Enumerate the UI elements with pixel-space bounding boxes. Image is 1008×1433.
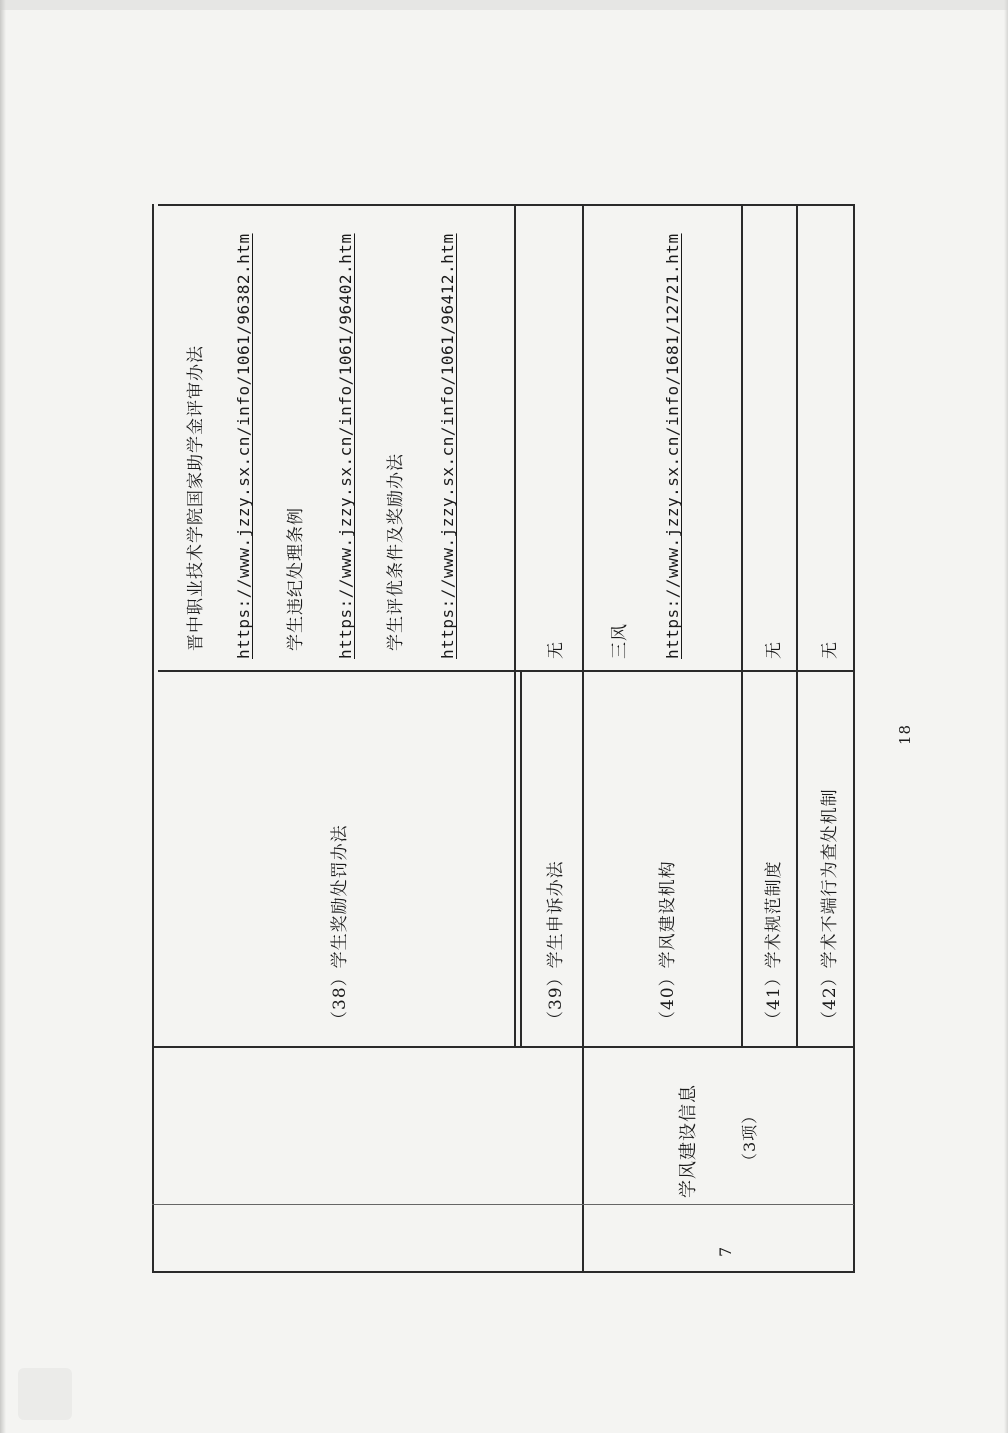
table-border-right xyxy=(158,204,854,206)
row-divider-38-39 xyxy=(514,206,516,1048)
row-42-item: （42）学术不端行为查处机制 xyxy=(820,788,840,1028)
row-40-item: （40）学风建设机构 xyxy=(658,860,678,1028)
row-divider-41-42 xyxy=(796,206,798,1048)
row-39-value: 无 xyxy=(546,641,566,659)
table-border-top xyxy=(152,204,154,1273)
row-38-link-1[interactable]: https://www.jzzy.sx.cn/info/1061/96382.htm xyxy=(234,233,253,659)
table-border-bottom xyxy=(853,204,855,1273)
row-41-value: 无 xyxy=(764,641,784,659)
row-38-line-2: 学生违纪处理条例 xyxy=(286,507,306,651)
row-40-line-1: 三风 xyxy=(610,623,630,659)
row-38-item: （38）学生奖励处罚办法 xyxy=(330,824,350,1028)
section-column-divider xyxy=(152,1046,854,1048)
row-38-line-1: 晋中职业技术学院国家助学金评审办法 xyxy=(186,345,206,651)
row-41-item: （41）学术规范制度 xyxy=(764,860,784,1028)
row-39-item: （39）学生申诉办法 xyxy=(546,860,566,1028)
index-column-divider xyxy=(152,1204,854,1205)
row-divider-39-40 xyxy=(582,206,584,1273)
item-column-divider xyxy=(520,672,522,1048)
row-42-value: 无 xyxy=(820,641,840,659)
row-divider-40-41 xyxy=(741,206,743,1048)
section-title: 学风建设信息 xyxy=(678,1084,699,1198)
row-38-link-2[interactable]: https://www.jzzy.sx.cn/info/1061/96402.htm xyxy=(336,233,355,659)
section-index: 7 xyxy=(716,1245,735,1257)
page-number: 18 xyxy=(896,723,914,745)
row-38-link-3[interactable]: https://www.jzzy.sx.cn/info/1061/96412.htm xyxy=(438,233,457,659)
row-38-line-3: 学生评优条件及奖励办法 xyxy=(386,453,406,651)
row-40-link-1[interactable]: https://www.jzzy.sx.cn/info/1681/12721.htm xyxy=(663,233,682,659)
item-column-divider-upper xyxy=(158,670,854,672)
section-count: （3项） xyxy=(740,1106,759,1169)
table-border-left xyxy=(152,1271,854,1273)
